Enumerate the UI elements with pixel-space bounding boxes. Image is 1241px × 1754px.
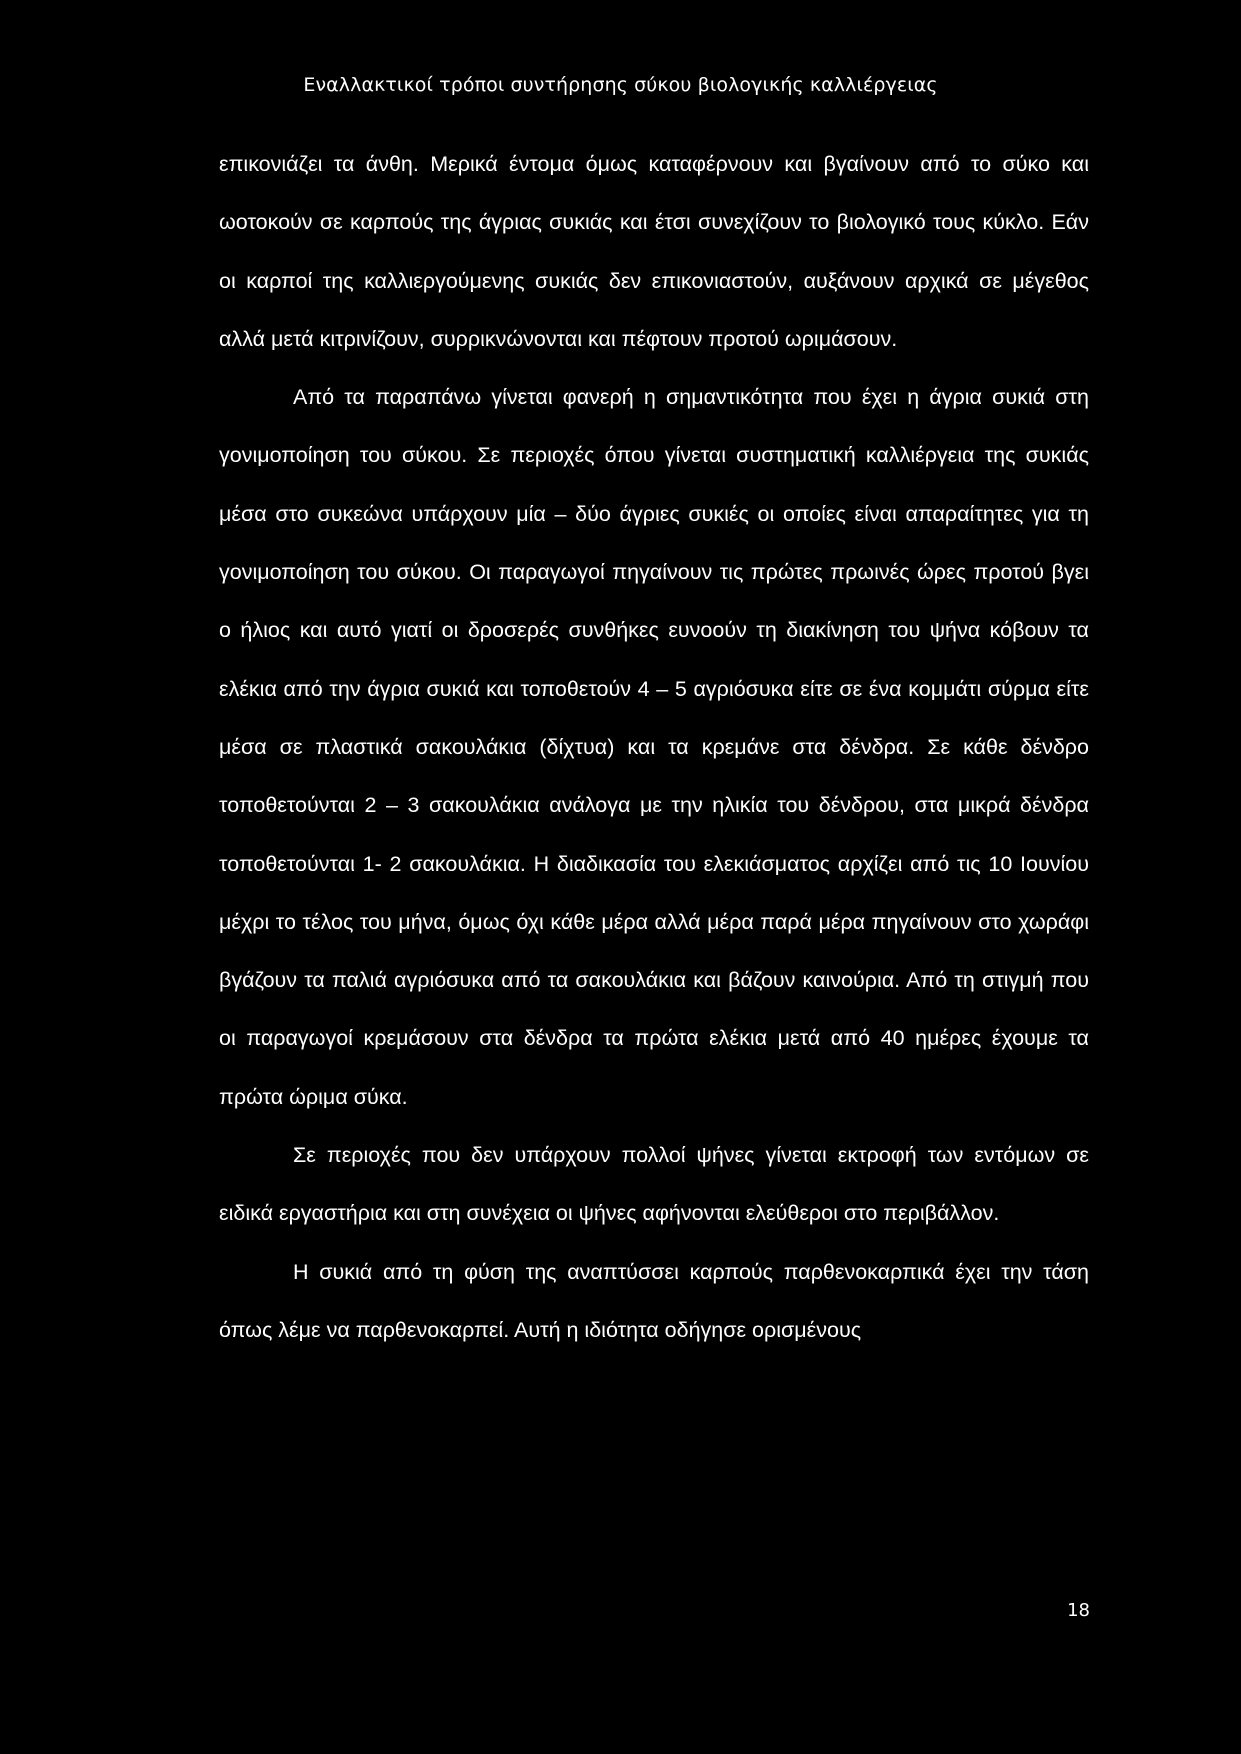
- body-text: [219, 135, 1089, 1359]
- page-number: 18: [1067, 1600, 1090, 1621]
- paragraph-continuation: επικονιάζει τα άνθη. Μερικά έντομα όμως καταφέρνουν και βγαίνουν από το σύκο και ωοτοκούν σε καρπούς της άγριας συκιάς και έτσι συνεχίζουν το βιολογικό τους κύκλο. Εάν οι καρποί της καλλιεργούμενης συκιάς δεν επικονιαστούν, αυξάνουν αρχικά σε μέγεθος αλλά μετά κιτρινίζουν, συρρικνώνονται και πέφτουν προτού ωριμάσουν.: [219, 152, 1089, 351]
- paragraph-insect-breeding: Σε περιοχές που δεν υπάρχουν πολλοί ψήνες γίνεται εκτροφή των εντόμων σε ειδικά εργαστήρια και στη συνέχεια οι ψήνες αφήνονται ελεύθεροι στο περιβάλλον.: [219, 1143, 1089, 1226]
- paragraph-parthenocarpy: Η συκιά από τη φύση της αναπτύσσει καρπούς παρθενοκαρπικά έχει την τάση όπως λέμε να παρθενοκαρπεί. Αυτή η ιδιότητα οδήγησε ορισμένους: [219, 1259, 1089, 1342]
- running-header: Εναλλακτικοί τρόποι συντήρησης σύκου βιολογικής καλλιέργειας: [303, 74, 938, 96]
- paragraph-fertilization: Από τα παραπάνω γίνεται φανερή η σημαντικότητα που έχει η άγρια συκιά στη γονιμοποίηση του σύκου. Σε περιοχές όπου γίνεται συστηματική καλλιέργεια της συκιάς μέσα στο συκεώνα υπάρχουν μία – δύο άγριες συκιές οι οποίες είναι απαραίτητες για τη γονιμοποίηση του σύκου. Οι παραγωγοί πηγαίνουν τις πρώτες πρωινές ώρες προτού βγει ο ήλιος και αυτό γιατί οι δροσερές συνθήκες ευνοούν τη διακίνηση του ψήνα κόβουν τα ελέκια από την άγρια συκιά και τοποθετούν 4 – 5 αγριόσυκα είτε σε ένα κομμάτι σύρμα είτε μέσα σε πλαστικά σακουλάκια (δίχτυα) και τα κρεμάνε στα δένδρα. Σε κάθε δένδρο τοποθετούνται 2 – 3 σακουλάκια ανάλογα με την ηλικία του δένδρου, στα μικρά δένδρα τοποθετούνται 1- 2 σακουλάκια. Η διαδικασία του ελεκιάσματος αρχίζει από τις 10 Ιουνίου μέχρι το τέλος του μήνα, όμως όχι κάθε μέρα αλλά μέρα παρά μέρα πηγαίνουν στο χωράφι βγάζουν τα παλιά αγριόσυκα από τα σακουλάκια και βάζουν καινούρια. Από τη στιγμή που οι παραγωγοί κρεμάσουν στα δένδρα τα πρώτα ελέκια μετά από 40 ημέρες έχουμε τα πρώτα ώριμα σύκα.: [219, 385, 1089, 1109]
